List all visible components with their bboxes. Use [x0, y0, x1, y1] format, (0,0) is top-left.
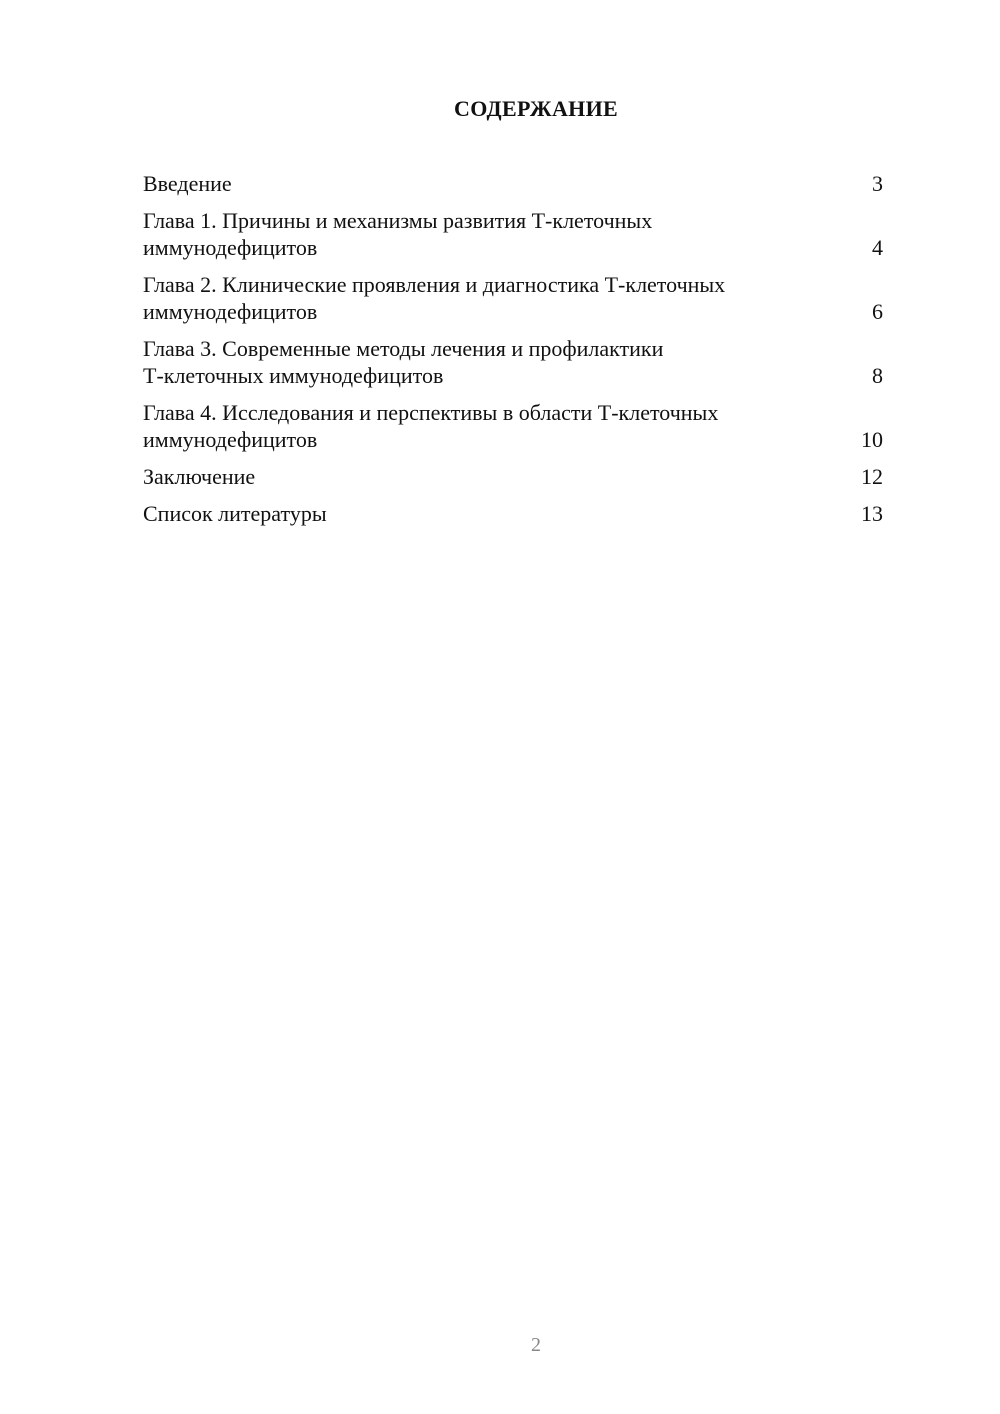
toc-entry-text [143, 463, 823, 490]
toc-entry-chapter-3 [143, 335, 919, 389]
toc-entry-text [143, 335, 823, 389]
table-of-contents [143, 170, 919, 537]
toc-page-number: 12 [861, 464, 883, 489]
toc-entry-title: Глава 3. Современные методы лечения и профилактики [143, 336, 664, 361]
page-title: СОДЕРЖАНИЕ [454, 96, 618, 121]
toc-entry-introduction [143, 170, 919, 197]
toc-entry-chapter-4 [143, 399, 919, 453]
toc-page-number: 3 [872, 171, 883, 196]
toc-page-number: 13 [861, 501, 883, 526]
toc-entry-references [143, 500, 919, 527]
toc-entry-title: Заключение [143, 464, 256, 489]
toc-entry-title: Глава 4. Исследования и перспективы в области Т-клеточных [143, 400, 719, 425]
toc-entry-title: Глава 2. Клинические проявления и диагностика Т-клеточных [143, 272, 726, 297]
toc-entry-text [143, 207, 823, 261]
toc-entry-text [143, 399, 823, 453]
toc-entry-conclusion [143, 463, 919, 490]
toc-entry-title: Глава 1. Причины и механизмы развития Т-клеточных [143, 208, 653, 233]
toc-entry-title-continued: Т-клеточных иммунодефицитов [143, 363, 444, 388]
toc-page-number: 4 [872, 235, 883, 260]
toc-entry-title: Введение [143, 171, 232, 196]
toc-entry-text [143, 271, 823, 325]
toc-entry-title: Список литературы [143, 501, 327, 526]
page-number: 2 [531, 1334, 541, 1356]
toc-entry-title-continued: иммунодефицитов [143, 235, 318, 260]
toc-entry-chapter-1 [143, 207, 919, 261]
toc-entry-title-continued: иммунодефицитов [143, 299, 318, 324]
toc-entry-title-continued: иммунодефицитов [143, 427, 318, 452]
toc-entry-chapter-2 [143, 271, 919, 325]
toc-page-number: 6 [872, 299, 883, 324]
toc-page-number: 8 [872, 363, 883, 388]
toc-entry-text [143, 170, 823, 197]
toc-page-number: 10 [861, 427, 883, 452]
toc-entry-text [143, 500, 823, 527]
